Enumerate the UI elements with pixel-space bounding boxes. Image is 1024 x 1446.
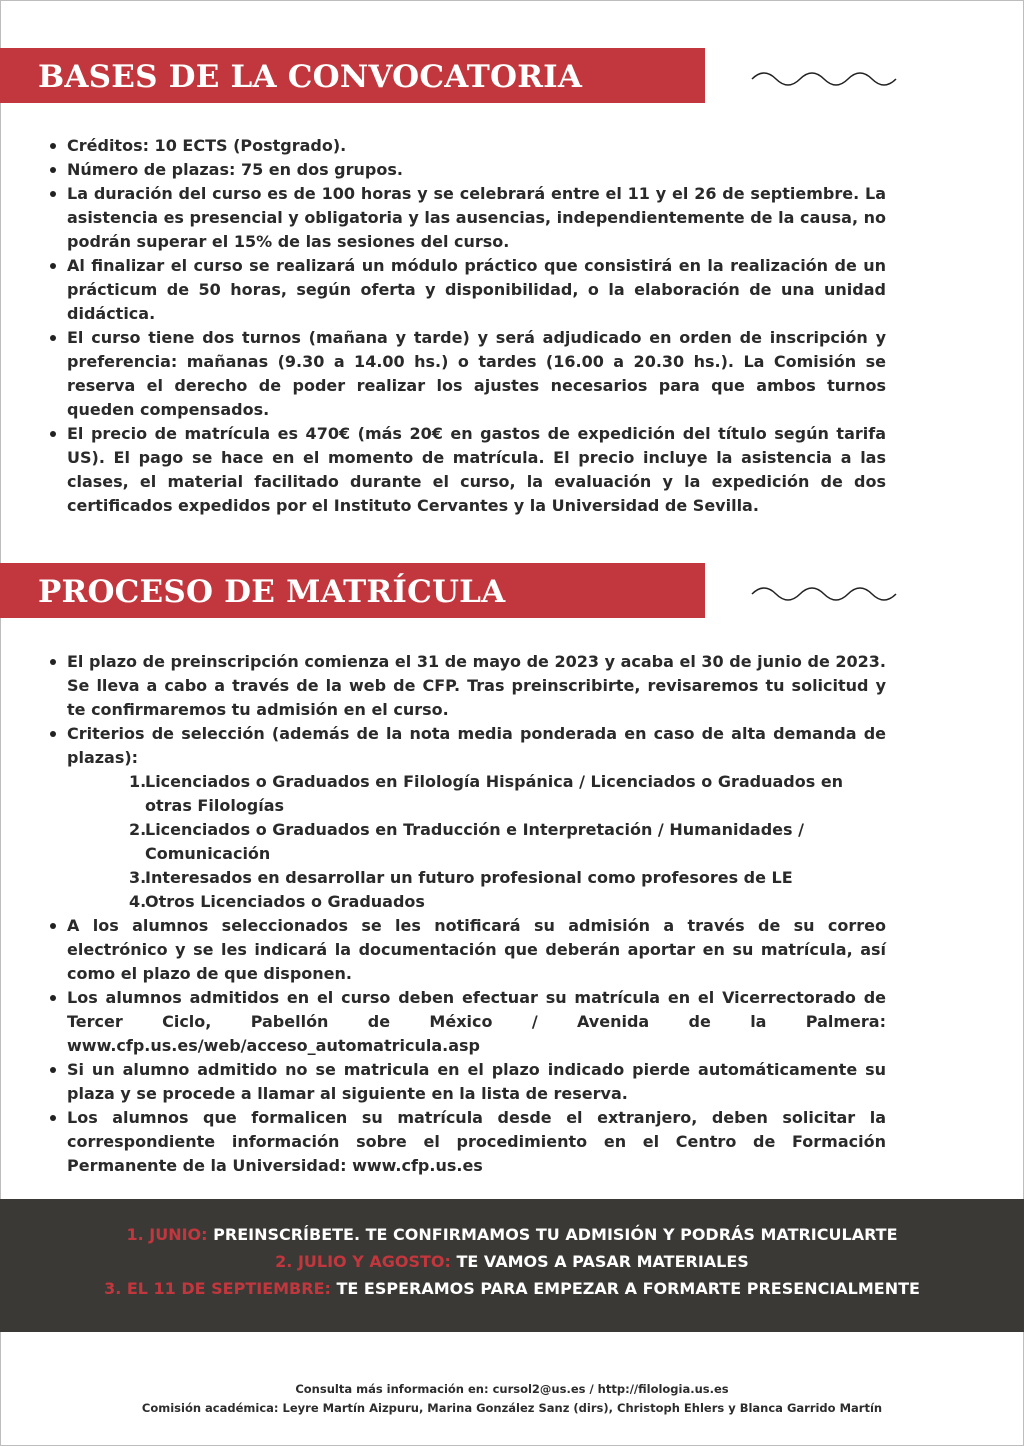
timeline-step: 3. EL 11 DE SEPTIEMBRE: TE ESPERAMOS PARA EMPEZAR A FORMARTE PRESENCIALMENTE (104, 1279, 920, 1298)
list-item: Al finalizar el curso se realizará un módulo práctico que consistirá en la realización de un prácticum de 50 horas, según oferta y disponibilidad, o la elaboración de una unidad didáctica. (48, 254, 886, 326)
footer-commission: Comisión académica: Leyre Martín Aizpuru, Marina González Sanz (dirs), Christoph Ehlers y Blanca Garrido Martín (141, 1401, 883, 1415)
list-item: La duración del curso es de 100 horas y se celebrará entre el 11 y el 26 de septiembre. La asistencia es presencial y obligatoria y las ausencias, independientemente de la causa, no podrán superar el 15% de las sesiones del curso. (48, 182, 886, 254)
list-item: El plazo de preinscripción comienza el 31 de mayo de 2023 y acaba el 30 de junio de 2023. Se lleva a cabo a través de la web de CFP. Tras preinscribirte, revisaremos tu solicitud y te confirmaremos tu admisión en el curso. (48, 650, 886, 722)
squiggle-icon (750, 70, 898, 86)
bullet-dot-icon (50, 1067, 56, 1073)
timeline-band (0, 1199, 1024, 1332)
list-item: El curso tiene dos turnos (mañana y tarde) y será adjudicado en orden de inscripción y preferencia: mañanas (9.30 a 14.00 hs.) o tardes (16.00 a 20.30 hs.). La Comisión se reserva el derecho de poder realizar los ajustes necesarios para que ambos turnos queden compensados. (48, 326, 886, 422)
section-title: PROCESO DE MATRÍCULA (38, 574, 506, 610)
footer (0, 1380, 1024, 1418)
bases-list (48, 134, 886, 518)
section-title: BASES DE LA CONVOCATORIA (38, 59, 583, 95)
bullet-dot-icon (50, 923, 56, 929)
matricula-list (48, 650, 886, 1178)
list-item: Los alumnos que formalicen su matrícula desde el extranjero, deben solicitar la correspondiente información sobre el procedimiento en el Centro de Formación Permanente de la Universidad: www.cfp.us.es (48, 1106, 886, 1178)
footer-contact: Consulta más información en: cursol2@us.es / http://filologia.us.es (295, 1382, 729, 1396)
bullet-dot-icon (50, 191, 56, 197)
list-item: El precio de matrícula es 470€ (más 20€ en gastos de expedición del título según tarifa US). El pago se hace en el momento de matrícula. El precio incluye la asistencia a las clases, el material facilitado durante el curso, la evaluación y la expedición de dos certificados expedidos por el Instituto Cervantes y la Universidad de Sevilla. (48, 422, 886, 518)
bullet-dot-icon (50, 143, 56, 149)
bullet-dot-icon (50, 335, 56, 341)
timeline-step: 2. JULIO Y AGOSTO: TE VAMOS A PASAR MATERIALES (275, 1252, 749, 1271)
criteria-item: 2. Licenciados o Graduados en Traducción e Interpretación / Humanidades / Comunicación (129, 820, 804, 863)
criteria-item: 4. Otros Licenciados o Graduados (129, 892, 425, 911)
criteria-item: 1. Licenciados o Graduados en Filología Hispánica / Licenciados o Graduados en otras Filologías (129, 772, 844, 815)
section-banner-matricula (0, 563, 705, 618)
bullet-dot-icon (50, 167, 56, 173)
timeline-steps (0, 1221, 1024, 1302)
list-item: Créditos: 10 ECTS (Postgrado). (48, 134, 886, 158)
criteria-item: 3. Interesados en desarrollar un futuro profesional como profesores de LE (129, 868, 793, 887)
bullet-dot-icon (50, 995, 56, 1001)
section-banner-bases (0, 48, 705, 103)
bullet-dot-icon (50, 1115, 56, 1121)
list-item: Los alumnos admitidos en el curso deben efectuar su matrícula en el Vicerrectorado de Tercer Ciclo, Pabellón de México / Avenida de la Palmera: www.cfp.us.es/web/acceso_automatricula.asp (48, 986, 886, 1058)
list-item: Criterios de selección (además de la nota media ponderada en caso de alta demanda de plazas): 1. Licenciados o Graduados en Filología Hispánica / Licenciados o Graduados en otras Filologías 2. Licenciados o Graduados en Traducción e Interpretación / Humanidades / Comunicación 3. Interesados en desarrollar un futuro profesional como profesores de LE 4. Otros Licenciados o Graduados (48, 722, 886, 914)
list-item: Si un alumno admitido no se matricula en el plazo indicado pierde automáticamente su plaza y se procede a llamar al siguiente en la lista de reserva. (48, 1058, 886, 1106)
list-item: Número de plazas: 75 en dos grupos. (48, 158, 886, 182)
bullet-dot-icon (50, 731, 56, 737)
criteria-list (67, 770, 886, 914)
list-item: A los alumnos seleccionados se les notificará su admisión a través de su correo electrónico y se les indicará la documentación que deberán aportar en su matrícula, así como el plazo de que disponen. (48, 914, 886, 986)
timeline-step: 1. JUNIO: PREINSCRÍBETE. TE CONFIRMAMOS TU ADMISIÓN Y PODRÁS MATRICULARTE (126, 1225, 898, 1244)
bullet-dot-icon (50, 659, 56, 665)
bullet-dot-icon (50, 431, 56, 437)
squiggle-icon (750, 585, 898, 601)
bullet-dot-icon (50, 263, 56, 269)
